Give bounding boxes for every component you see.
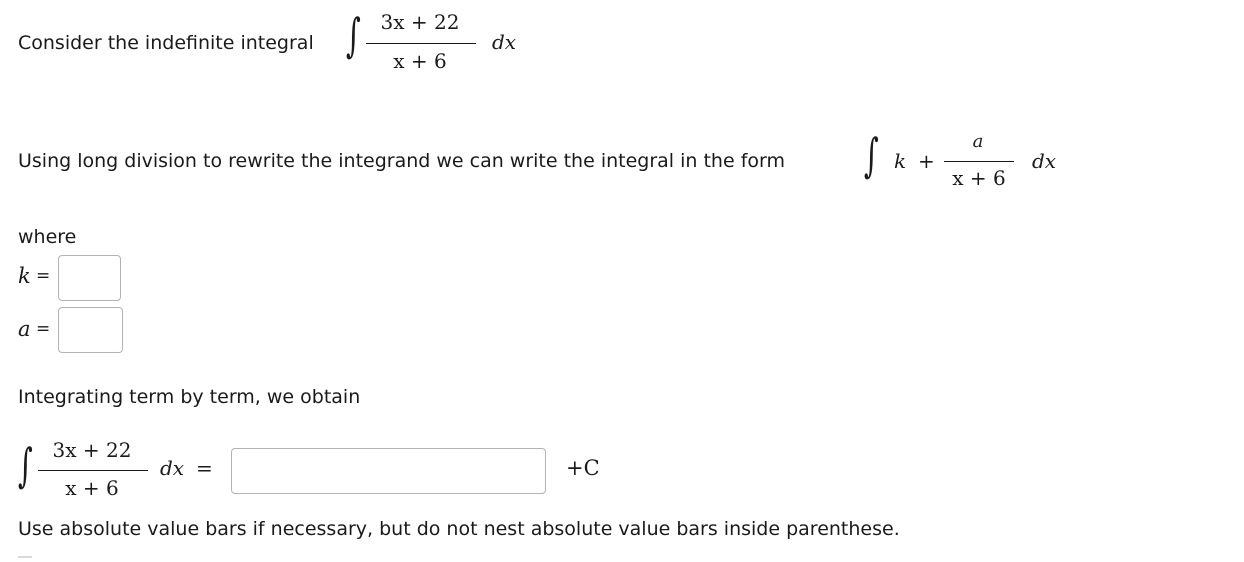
absolute-value-note: Use absolute value bars if necessary, but do not nest absolute value bars inside parenthese. bbox=[18, 518, 900, 540]
intro-denominator: x + 6 bbox=[393, 49, 447, 73]
where-label: where bbox=[18, 226, 77, 248]
a-answer-input[interactable] bbox=[58, 307, 123, 353]
form-denominator: x + 6 bbox=[952, 166, 1006, 190]
integral-sign: ∫ bbox=[864, 128, 879, 182]
intro-numerator: 3x + 22 bbox=[380, 10, 460, 34]
form-differential: dx bbox=[1032, 149, 1057, 173]
a-label: a bbox=[18, 317, 31, 341]
intro-text: Consider the indefinite integral bbox=[18, 32, 314, 54]
final-fraction-line bbox=[38, 470, 148, 471]
form-k: k bbox=[894, 149, 907, 173]
final-differential: dx bbox=[160, 456, 185, 480]
integral-sign: ∫ bbox=[346, 8, 361, 62]
final-integral bbox=[18, 432, 228, 508]
footer-mark bbox=[18, 556, 32, 558]
intro-differential: dx bbox=[492, 30, 517, 54]
form-fraction-line bbox=[944, 161, 1014, 162]
final-equals: = bbox=[196, 456, 213, 480]
antiderivative-answer-input[interactable] bbox=[231, 448, 546, 494]
k-label: k bbox=[18, 264, 31, 288]
k-answer-input[interactable] bbox=[58, 255, 121, 301]
form-numerator: a bbox=[972, 131, 984, 152]
k-equals: = bbox=[36, 266, 51, 286]
final-denominator: x + 6 bbox=[65, 476, 119, 500]
constant-of-integration: +C bbox=[566, 456, 600, 480]
final-numerator: 3x + 22 bbox=[52, 438, 132, 462]
term-by-term-text: Integrating term by term, we obtain bbox=[18, 386, 361, 408]
integral-sign: ∫ bbox=[18, 438, 33, 492]
a-equals: = bbox=[36, 319, 51, 339]
long-division-text: Using long division to rewrite the integrand we can write the integral in the form bbox=[18, 150, 786, 172]
intro-fraction-line bbox=[366, 43, 476, 44]
form-integral bbox=[864, 126, 1074, 196]
form-plus: + bbox=[918, 149, 935, 173]
intro-integral bbox=[346, 8, 536, 78]
